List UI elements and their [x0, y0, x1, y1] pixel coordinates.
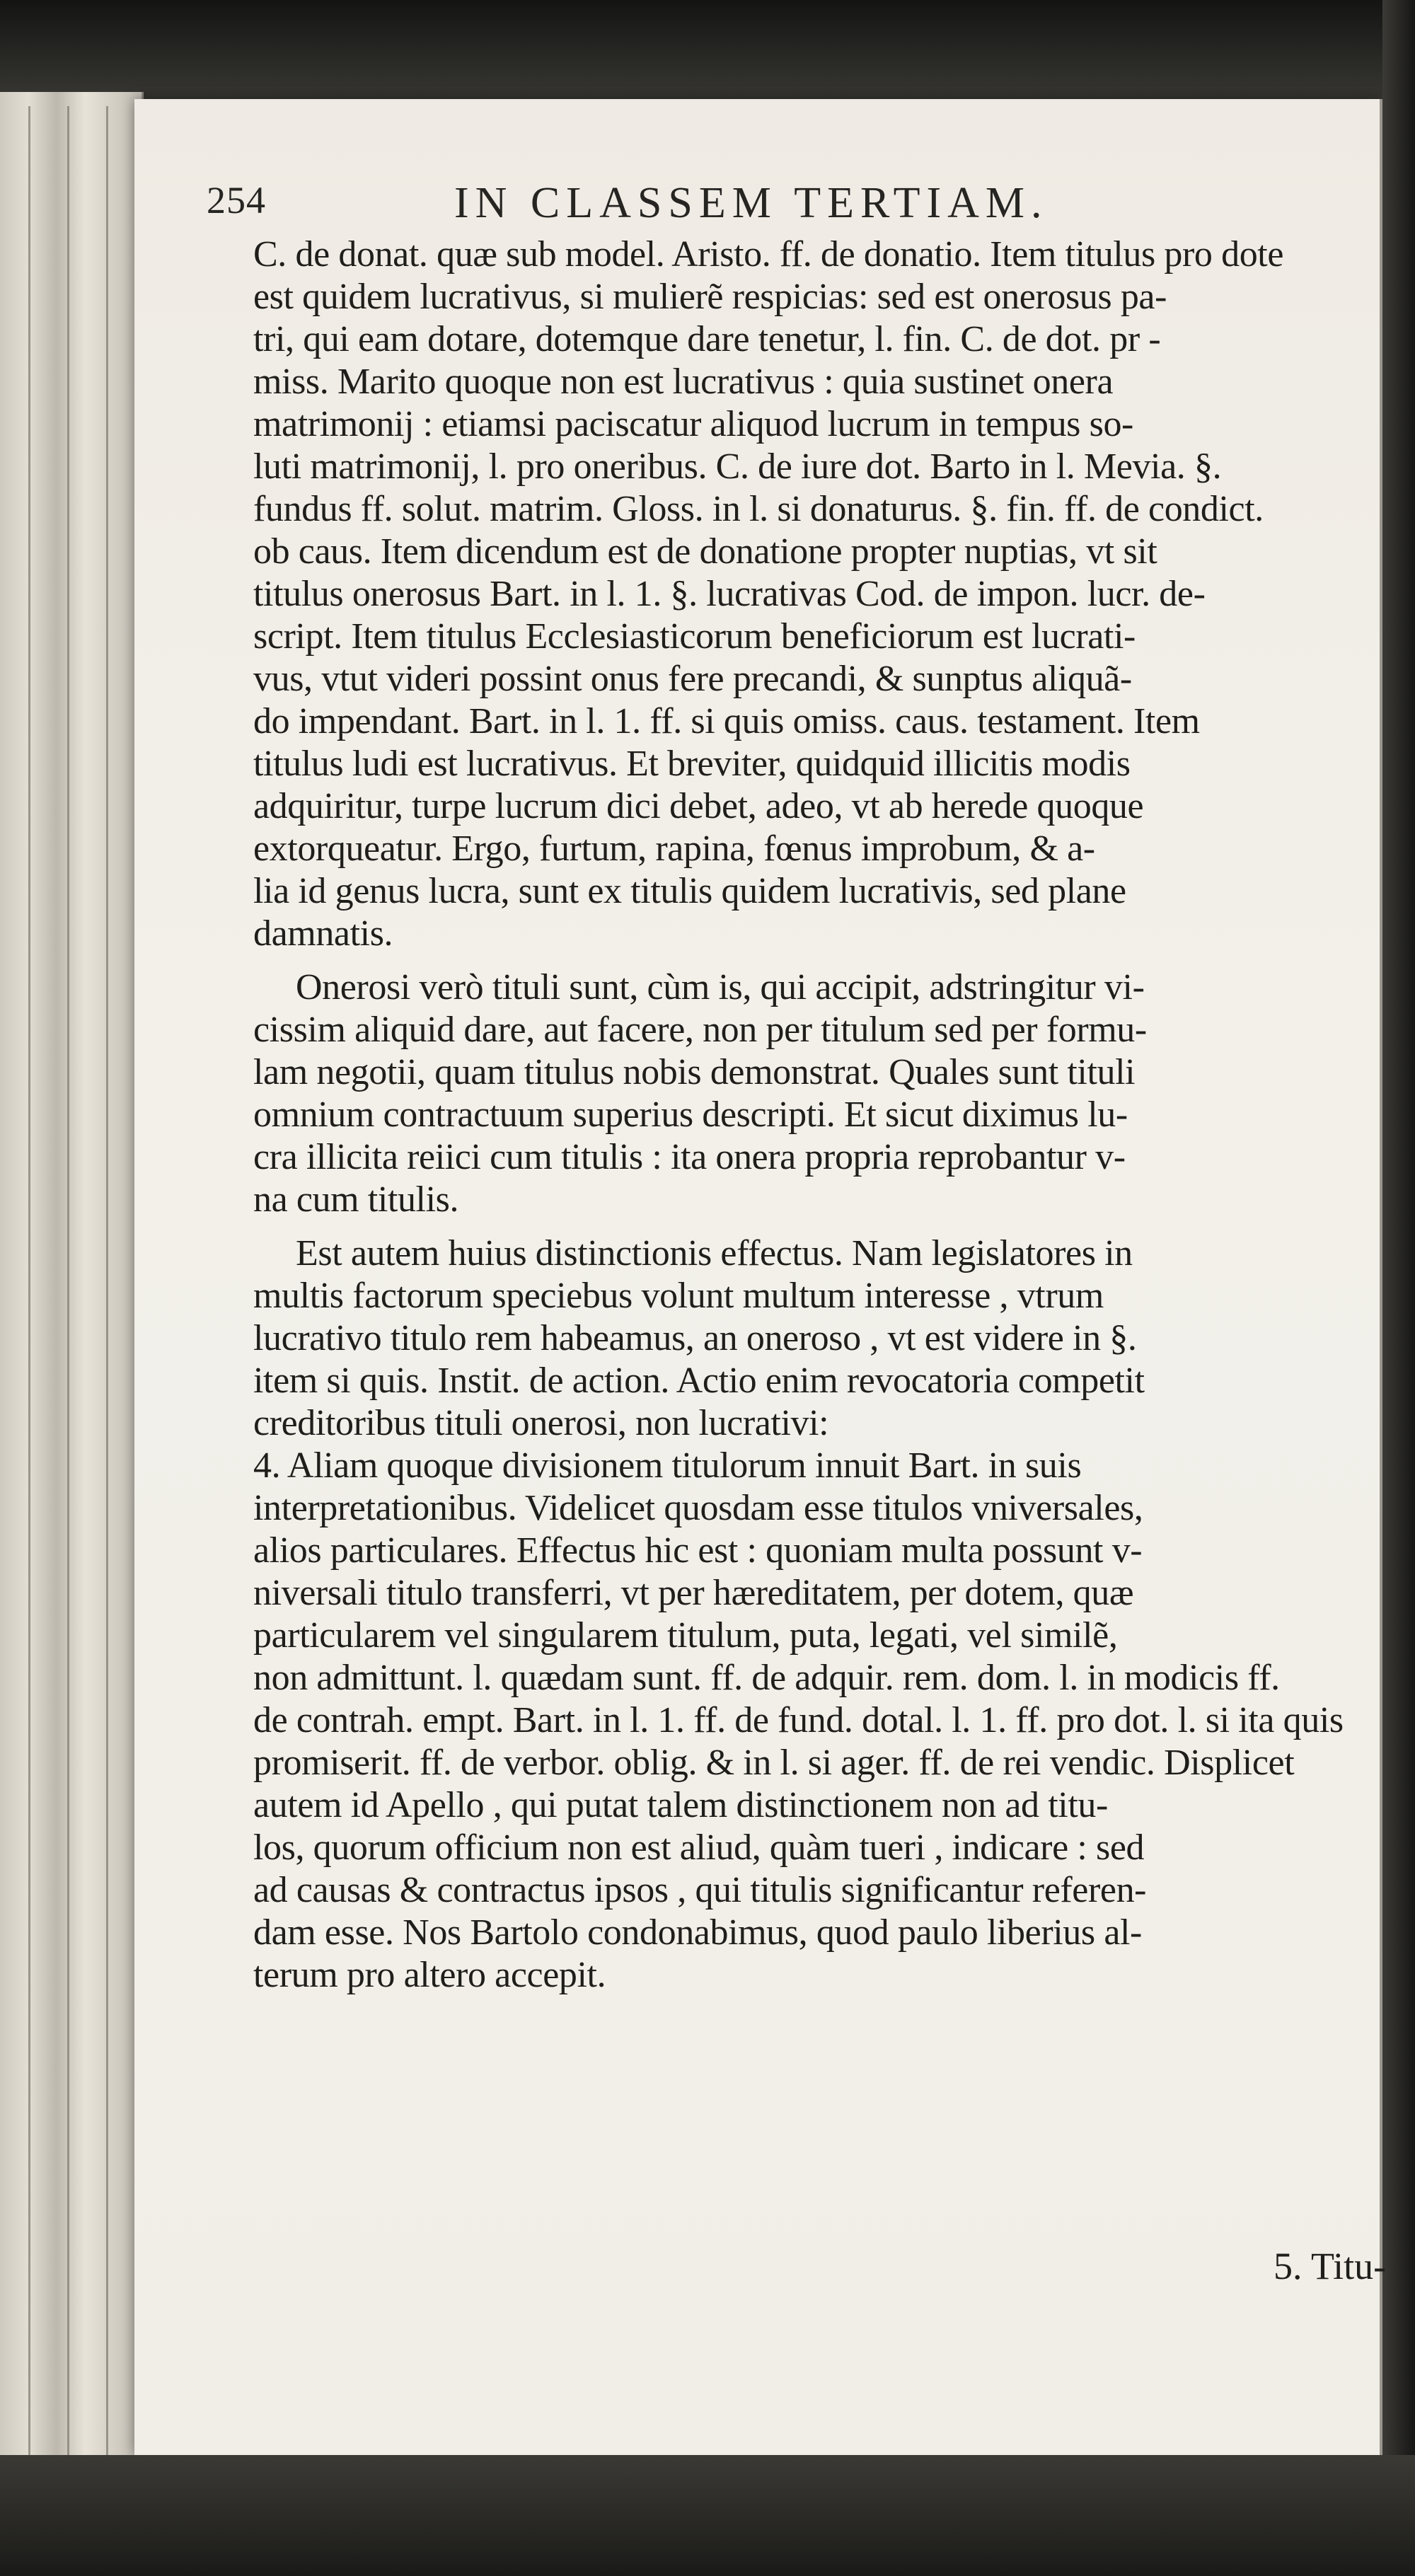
- text-line: vus, vtut videri possint onus fere precandi, & sunptus aliquã-: [253, 659, 1132, 699]
- page-header: [207, 178, 1353, 242]
- text-line: titulus ludi est lucrativus. Et breviter, quidquid illicitis modis: [253, 744, 1131, 784]
- text-line: de contrah. empt. Bart. in l. 1. ff. de fund. dotal. l. 1. ff. pro dot. l. si ita quis: [253, 1700, 1344, 1740]
- catchword: 5. Titu-: [1274, 2245, 1387, 2287]
- text-line: est quidem lucrativus, si mulierẽ respicias: sed est onerosus pa-: [253, 277, 1167, 317]
- scan-top-shadow: [0, 0, 1415, 106]
- paragraph-gap: [253, 1221, 1357, 1232]
- text-line: non admittunt. l. quædam sunt. ff. de adquir. rem. dom. l. in modicis ff.: [253, 1658, 1280, 1698]
- page-edge-line: [67, 106, 69, 2469]
- text-line: omnium contractuum superius descripti. Et sicut diximus lu-: [253, 1094, 1128, 1135]
- text-line: ad causas & contractus ipsos , qui titulis significantur referen-: [253, 1870, 1147, 1910]
- text-line: cissim aliquid dare, aut facere, non per titulum sed per formu-: [253, 1010, 1147, 1050]
- text-line: miss. Marito quoque non est lucrativus : quia sustinet onera: [253, 362, 1114, 402]
- page-number: 254: [207, 179, 266, 221]
- text-line: titulus onerosus Bart. in l. 1. §. lucrativas Cod. de impon. lucr. de-: [253, 574, 1206, 614]
- text-line: terum pro altero accepit.: [253, 1955, 606, 1995]
- text-line: los, quorum officium non est aliud, quàm tueri , indicare : sed: [253, 1827, 1145, 1868]
- text-line: ob caus. Item dicendum est de donatione propter nuptias, vt sit: [253, 531, 1157, 572]
- scan-right-border: [1382, 0, 1415, 2576]
- text-line: damnatis.: [253, 913, 393, 954]
- text-line: alios particulares. Effectus hic est : quoniam multa possunt v-: [253, 1530, 1143, 1571]
- text-line: particularem vel singularem titulum, puta, legati, vel similẽ,: [253, 1615, 1118, 1656]
- text-line: interpretationibus. Videlicet quosdam esse titulos vniversales,: [253, 1488, 1143, 1528]
- book-page-edges: [0, 92, 144, 2483]
- text-line: cra illicita reiici cum titulis : ita onera propria reprobantur v-: [253, 1137, 1126, 1177]
- text-line: lia id genus lucra, sunt ex titulis quidem lucrativis, sed plane: [253, 871, 1126, 911]
- text-line: Est autem huius distinctionis effectus. Nam legislatores in: [296, 1233, 1133, 1273]
- text-line: autem id Apello , qui putat talem distinctionem non ad titu-: [253, 1785, 1108, 1825]
- paragraph-gap: [253, 955, 1357, 966]
- text-line: na cum titulis.: [253, 1179, 459, 1220]
- text-line: item si quis. Instit. de action. Actio enim revocatoria competit: [253, 1361, 1145, 1401]
- text-line: do impendant. Bart. in l. 1. ff. si quis omiss. caus. testament. Item: [253, 701, 1200, 741]
- text-line: niversali titulo transferri, vt per hæreditatem, per dotem, quæ: [253, 1573, 1134, 1613]
- text-line: multis factorum speciebus volunt multum interesse , vtrum: [253, 1276, 1104, 1316]
- text-line: luti matrimonij, l. pro oneribus. C. de iure dot. Barto in l. Mevia. §.: [253, 446, 1222, 487]
- text-line: fundus ff. solut. matrim. Gloss. in l. si donaturus. §. fin. ff. de condict.: [253, 489, 1264, 529]
- scan-bottom-shadow: [0, 2455, 1415, 2576]
- text-line: extorqueatur. Ergo, furtum, rapina, fœnus improbum, & a-: [253, 828, 1095, 869]
- text-line: C. de donat. quæ sub model. Aristo. ff. de donatio. Item titulus pro dote: [253, 234, 1284, 275]
- text-line: tri, qui eam dotare, dotemque dare tenetur, l. fin. C. de dot. pr -: [253, 319, 1161, 359]
- text-line: 4. Aliam quoque divisionem titulorum innuit Bart. in suis: [253, 1445, 1082, 1486]
- body-text: [253, 233, 1357, 1997]
- text-line: lucrativo titulo rem habeamus, an oneroso , vt est videre in §.: [253, 1318, 1137, 1358]
- page-edge-line: [106, 106, 108, 2469]
- text-line: lam negotii, quam titulus nobis demonstrat. Quales sunt tituli: [253, 1052, 1136, 1092]
- text-line: Onerosi verò tituli sunt, cùm is, qui accipit, adstringitur vi-: [296, 967, 1145, 1007]
- text-line: creditoribus tituli onerosi, non lucrativi:: [253, 1403, 829, 1443]
- text-line: adquiritur, turpe lucrum dici debet, adeo, vt ab herede quoque: [253, 786, 1144, 826]
- text-line: matrimonij : etiamsi paciscatur aliquod lucrum in tempus so-: [253, 404, 1133, 444]
- text-line: dam esse. Nos Bartolo condonabimus, quod paulo liberius al-: [253, 1912, 1142, 1953]
- text-line: promiserit. ff. de verbor. oblig. & in l. si ager. ff. de rei vendic. Displicet: [253, 1743, 1295, 1783]
- page-edge-line: [28, 106, 30, 2469]
- text-line: script. Item titulus Ecclesiasticorum beneficiorum est lucrati-: [253, 616, 1136, 657]
- running-head: IN CLASSEM TERTIAM.: [454, 179, 1049, 227]
